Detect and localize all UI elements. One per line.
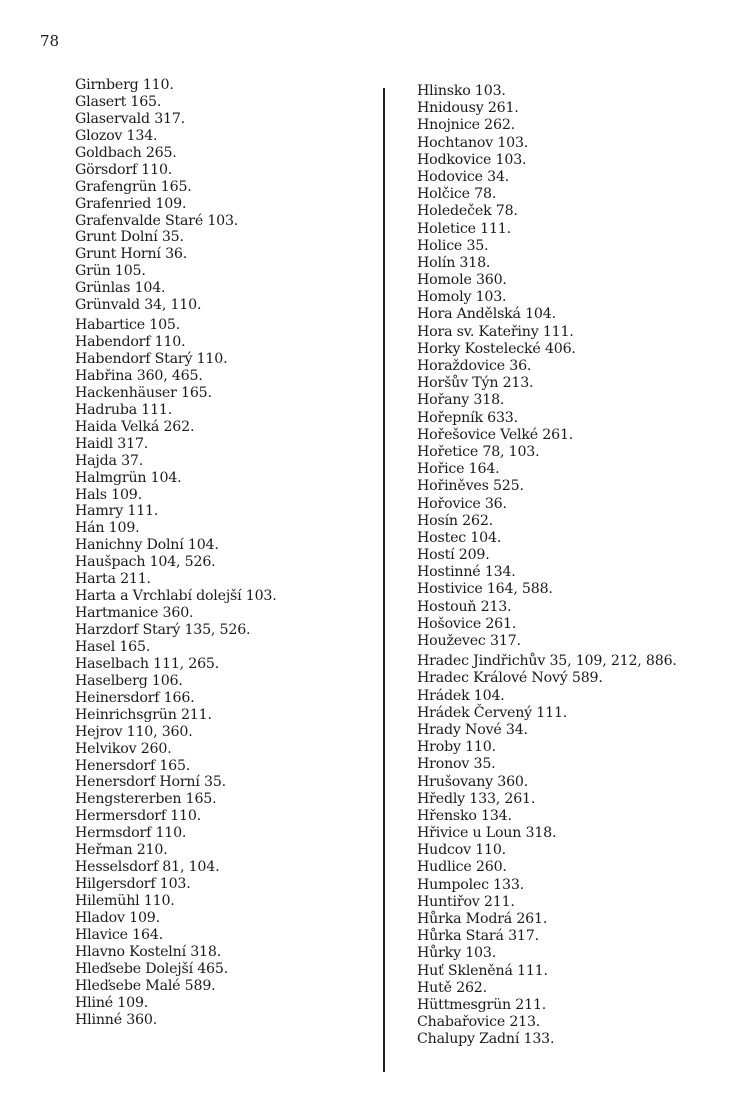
index-entry: Hlavno Kostelní 318. <box>75 943 222 960</box>
index-entry: Holetice 111. <box>417 220 511 237</box>
index-entry: Habřina 360, 465. <box>75 367 203 384</box>
index-entry: Hengstererben 165. <box>75 791 217 808</box>
index-entry: Henersdorf Horní 35. <box>75 774 226 791</box>
index-entry: Horky Kostelecké 406. <box>417 340 576 357</box>
index-entry: Hůrka Stará 317. <box>417 928 539 945</box>
index-column-left <box>75 77 277 1029</box>
index-entry: Hořetice 78, 103. <box>417 443 540 460</box>
index-entry: Hrádek 104. <box>417 687 505 704</box>
index-entry: Hüttmesgrün 211. <box>417 996 547 1013</box>
index-entry: Grafenried 109. <box>75 195 187 212</box>
index-entry: Hlavice 164. <box>75 926 163 943</box>
index-entry: Hrušovany 360. <box>417 773 529 790</box>
index-entry: Harta a Vrchlabí dolejší 103. <box>75 588 277 605</box>
index-entry: Hlinsko 103. <box>417 83 506 99</box>
index-entry: Grafenvalde Staré 103. <box>75 212 239 229</box>
index-entry: Hanichny Dolní 104. <box>75 537 219 554</box>
index-entry: Hradec Jindřichův 35, 109, 212, 886. <box>417 653 677 670</box>
index-entry: Holčice 78. <box>417 186 497 203</box>
index-entry: Habendorf 110. <box>75 334 186 351</box>
index-entry: Hermsdorf 110. <box>75 825 187 842</box>
index-entry: Hořice 164. <box>417 461 500 478</box>
index-entry: Hán 109. <box>75 520 140 537</box>
index-entry: Hořovice 36. <box>417 495 507 512</box>
index-entry: Hořepník 633. <box>417 409 518 426</box>
index-entry: Hodkovice 103. <box>417 151 527 168</box>
index-entry: Hesselsdorf 81, 104. <box>75 859 220 876</box>
index-entry: Hůrka Modrá 261. <box>417 911 548 927</box>
index-entry: Hleďsebe Malé 589. <box>75 977 216 994</box>
index-entry: Hora sv. Kateřiny 111. <box>417 323 574 340</box>
index-entry: Görsdorf 110. <box>75 161 173 178</box>
index-entry: Glaservald 317. <box>75 110 185 127</box>
index-entry: Habendorf Starý 110. <box>75 351 228 367</box>
index-entry: Glasert 165. <box>75 93 162 110</box>
index-entry: Horaždovice 36. <box>417 358 532 374</box>
index-entry: Hořešovice Velké 261. <box>417 426 574 443</box>
index-entry: Hartmanice 360. <box>75 605 194 622</box>
index-entry: Haselbach 111, 265. <box>75 655 220 672</box>
index-entry: Horšův Týn 213. <box>417 375 534 392</box>
index-entry: Haselberg 106. <box>75 672 183 689</box>
index-entry: Huntiřov 211. <box>417 893 515 910</box>
index-entry: Hora Andělská 104. <box>417 306 556 323</box>
index-entry: Hradec Králové Nový 589. <box>417 670 603 687</box>
index-entry: Hleďsebe Dolejší 465. <box>75 960 229 977</box>
index-entry: Goldbach 265. <box>75 144 177 161</box>
index-entry: Hostí 209. <box>417 547 490 564</box>
index-entry: Haušpach 104, 526. <box>75 554 216 571</box>
index-entry: Hostivice 164, 588. <box>417 581 553 598</box>
index-entry: Hostinné 134. <box>417 564 516 581</box>
index-entry: Grunt Dolní 35. <box>75 229 184 246</box>
index-entry: Hořiněves 525. <box>417 478 524 495</box>
index-entry: Hudcov 110. <box>417 842 506 859</box>
index-entry: Hodovice 34. <box>417 168 510 185</box>
index-entry: Chabařovice 213. <box>417 1014 541 1031</box>
index-entry: Humpolec 133. <box>417 876 524 893</box>
index-entry: Hadruba 111. <box>75 401 173 418</box>
index-entry: Girnberg 110. <box>75 77 174 93</box>
index-entry: Holín 318. <box>417 254 491 271</box>
index-entry: Hudlice 260. <box>417 859 507 876</box>
index-entry: Hořany 318. <box>417 392 505 409</box>
index-entry: Hůrky 103. <box>417 945 497 962</box>
index-entry: Henersdorf 165. <box>75 757 191 774</box>
index-entry: Grünvald 34, 110. <box>75 297 202 314</box>
index-entry: Grunt Horní 36. <box>75 246 188 263</box>
index-entry: Hostouň 213. <box>417 598 512 615</box>
index-entry: Grünlas 104. <box>75 280 166 297</box>
index-entry: Hasel 165. <box>75 638 151 655</box>
index-entry: Hajda 37. <box>75 452 144 469</box>
index-entry: Harta 211. <box>75 571 151 588</box>
index-entry: Habartice 105. <box>75 317 181 334</box>
index-entry: Glozov 134. <box>75 127 158 144</box>
index-entry: Hrádek Červený 111. <box>417 704 568 721</box>
index-entry: Hochtanov 103. <box>417 134 529 151</box>
index-entry: Heřman 210. <box>75 842 168 859</box>
index-entry: Homole 360. <box>417 272 507 289</box>
index-entry: Helvikov 260. <box>75 740 172 757</box>
index-entry: Hackenhäuser 165. <box>75 384 212 401</box>
index-entry: Harzdorf Starý 135, 526. <box>75 622 251 638</box>
index-entry: Haidl 317. <box>75 435 149 452</box>
index-entry: Hostec 104. <box>417 529 502 546</box>
index-entry: Hronov 35. <box>417 756 496 773</box>
index-entry: Hladov 109. <box>75 909 160 926</box>
index-entry: Hilemühl 110. <box>75 893 175 909</box>
index-entry: Hejrov 110, 360. <box>75 723 193 740</box>
index-entry: Grün 105. <box>75 263 146 280</box>
index-entry: Chalupy Zadní 133. <box>417 1031 555 1048</box>
index-entry: Hroby 110. <box>417 739 496 756</box>
index-entry: Hosín 262. <box>417 512 493 529</box>
page-number: 78 <box>40 32 60 50</box>
index-entry: Grafengrün 165. <box>75 178 192 195</box>
index-entry: Hrady Nové 34. <box>417 721 528 738</box>
index-entry: Halmgrün 104. <box>75 469 182 486</box>
index-entry: Hředly 133, 261. <box>417 790 536 807</box>
index-entry: Hilgersdorf 103. <box>75 876 191 893</box>
index-entry: Hals 109. <box>75 486 142 503</box>
index-entry: Houževec 317. <box>417 633 521 649</box>
index-entry: Haida Velká 262. <box>75 418 195 435</box>
index-entry: Hlinné 360. <box>75 1011 158 1028</box>
index-entry: Huť Skleněná 111. <box>417 962 548 979</box>
index-entry: Hnidousy 261. <box>417 100 519 117</box>
index-entry: Hliné 109. <box>75 994 149 1011</box>
index-entry: Hřensko 134. <box>417 807 512 824</box>
index-entry: Hutě 262. <box>417 979 487 996</box>
index-entry: Heinrichsgrün 211. <box>75 706 212 723</box>
index-entry: Hamry 111. <box>75 503 159 520</box>
index-entry: Hermersdorf 110. <box>75 808 202 825</box>
index-entry: Hošovice 261. <box>417 615 517 632</box>
index-entry: Hnojnice 262. <box>417 117 515 134</box>
index-entry: Hřivice u Loun 318. <box>417 825 557 842</box>
index-column-right <box>417 83 677 1049</box>
column-divider <box>383 88 385 1072</box>
index-entry: Heinersdorf 166. <box>75 689 195 706</box>
index-entry: Homoly 103. <box>417 289 507 306</box>
index-entry: Holedeček 78. <box>417 203 518 220</box>
index-entry: Holice 35. <box>417 237 489 254</box>
